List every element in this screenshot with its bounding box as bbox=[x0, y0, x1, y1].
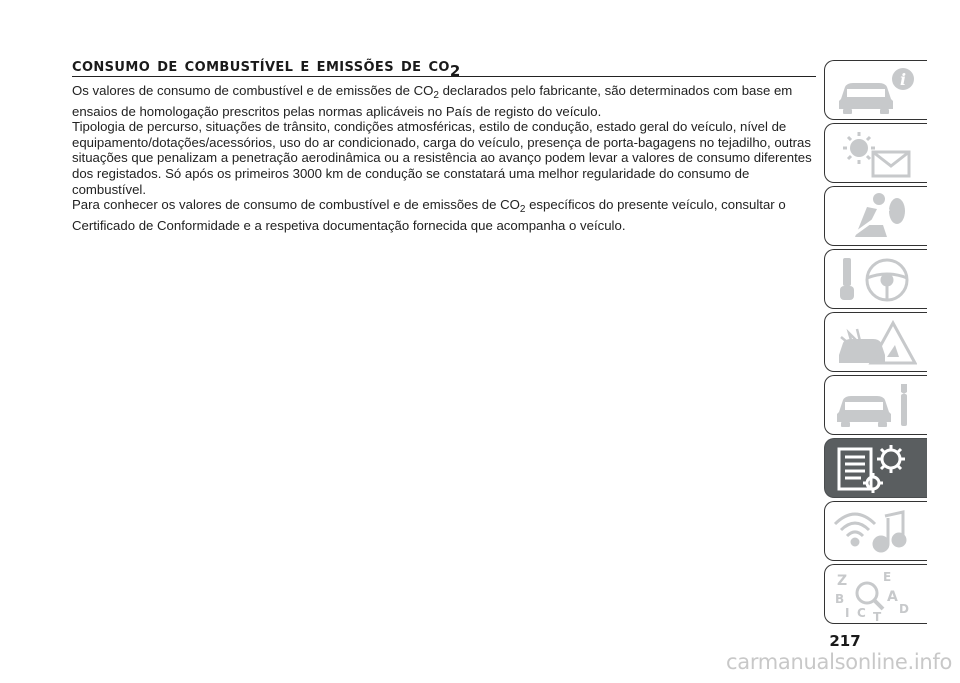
paragraph-homologation: Os valores de consumo de combustível e de emissões de $CO_2$ declarados pelo fabricante, são determinados com base em ensaios de homologação prescritos pelas normas aplicáveis no País de registo do veículo. bbox=[72, 83, 793, 119]
watermark: carmanualsonline.info bbox=[726, 650, 953, 674]
tab-technical-data[interactable] bbox=[824, 438, 927, 498]
tab-index[interactable] bbox=[824, 564, 927, 624]
tab-multimedia[interactable] bbox=[824, 501, 927, 561]
svg-text:Z: Z bbox=[837, 573, 848, 589]
svg-text:E: E bbox=[883, 570, 892, 584]
page-number: 217 bbox=[829, 632, 861, 650]
svg-text:A: A bbox=[887, 589, 898, 605]
page-title-text: consumo de combustível e emissões de co bbox=[72, 54, 450, 76]
seat-airbag-icon bbox=[833, 191, 917, 243]
car-maintenance-wrench-icon bbox=[833, 380, 917, 432]
svg-text:C: C bbox=[857, 606, 866, 620]
warning-lights-message-icon bbox=[833, 128, 917, 180]
page-title bbox=[72, 54, 461, 82]
tab-safety[interactable] bbox=[824, 186, 927, 246]
multimedia-icon bbox=[833, 506, 917, 558]
title-divider bbox=[72, 76, 816, 77]
technical-data-gear-icon bbox=[833, 443, 917, 495]
svg-text:B: B bbox=[835, 592, 845, 606]
paragraph-factors: Tipologia de percurso, situações de trânsito, condições atmosféricas, estilo de condução, estado geral do veículo, nível de equipamento/dotações/acessórios, uso do ar condicionado, carga do veículo, presença de porta-bagagens no tejadilho, outras situações que penalizam a penetração aerodinâmica ou a resistência ao avanço podem levar a valores de consumo diferentes dos registados. Só após os primeiros 3000 km de condução se constatará uma melhor regularidade do consumo de combustível. bbox=[72, 119, 812, 197]
paragraph-certificate: Para conhecer os valores de consumo de combustível e de emissões de $CO_2$ específicos do presente veículo, consultar o Certificado de Conformidade e a respetiva documentação fornecida que acompanha o veículo. bbox=[72, 197, 786, 233]
tab-maintenance[interactable] bbox=[824, 375, 927, 435]
section-body bbox=[72, 83, 822, 233]
emergency-triangle-icon bbox=[833, 317, 917, 369]
svg-text:D: D bbox=[899, 602, 909, 616]
tab-emergency[interactable] bbox=[824, 312, 927, 372]
page-title-subscript: 2 bbox=[449, 62, 461, 80]
tab-car-info[interactable] bbox=[824, 60, 927, 120]
car-info-icon bbox=[833, 65, 917, 117]
svg-text:i: i bbox=[899, 70, 907, 89]
tab-starting-driving[interactable] bbox=[824, 249, 927, 309]
key-steering-wheel-icon bbox=[833, 254, 917, 306]
alphabetical-index-icon bbox=[833, 569, 917, 621]
svg-text:I: I bbox=[845, 606, 850, 620]
tab-warning-lights[interactable] bbox=[824, 123, 927, 183]
svg-text:T: T bbox=[873, 610, 882, 621]
